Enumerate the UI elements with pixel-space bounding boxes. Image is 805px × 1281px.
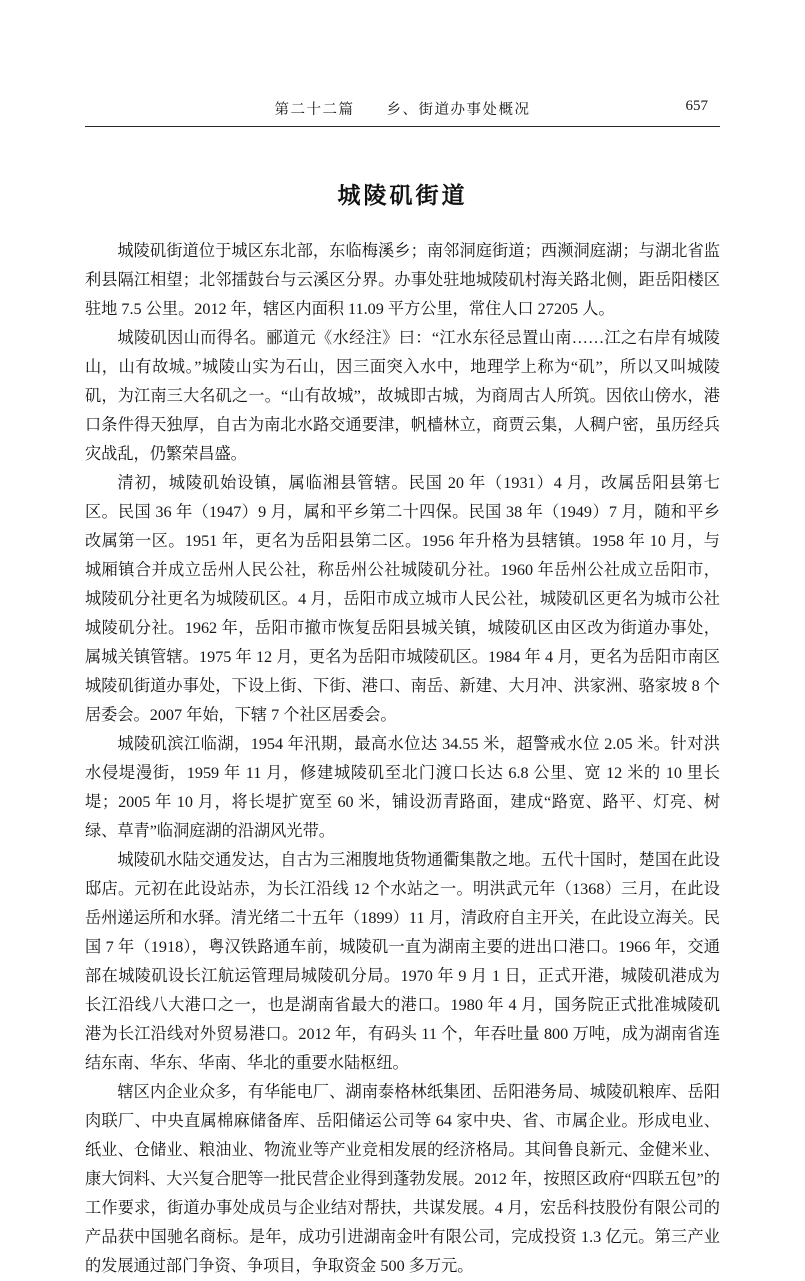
page-number: 657 [685,98,708,114]
paragraph-enterprises-economy: 辖区内企业众多，有华能电厂、湖南泰格林纸集团、岳阳港务局、城陵矶粮库、岳阳肉联厂、中央直属棉麻储备库、岳阳储运公司等 64 家中央、省、市属企业。形成电业、纸业、仓储业、粮油业、物流业等产业竞相发展的经济格局。其间鲁良新元、金健米业、康大饲料、大兴复合肥等一批民营企业得到蓬勃发展。2012 年，按照区政府“四联五包”的工作要求，街道办事处成员与企业结对帮扶，共谋发展。4 月，宏岳科技股份有限公司的产品获中国驰名商标。是年，成功引进湖南金叶有限公司，完成投资 1.3 亿元。第三产业的发展通过部门争资、争项目，争取资金 500 多万元。 [85,1083,720,1275]
paragraph-name-origin: 城陵矶因山而得名。郦道元《水经注》曰：“江水东径忌置山南……江之右岸有城陵山，山有故城。”城陵山实为石山，因三面突入水中，地理学上称为“矶”，所以又叫城陵矶，为江南三大名矶之一。“山有故城”，故城即古城，为商周古人所筑。因依山傍水，港口条件得天独厚，自古为南北水路交通要津，帆樯林立，商贾云集，人稠户密，虽历经兵灾战乱，仍繁荣昌盛。 [85,329,720,463]
article-title: 城陵矶街道 [337,182,468,208]
section-title: 第二十二篇 乡、街道办事处概况 [274,102,531,118]
article-body [85,237,720,1281]
paragraph-transport-port: 城陵矶水陆交通发达，自古为三湘腹地货物通衢集散之地。五代十国时，楚国在此设邸店。元初在此设站赤，为长江沿线 12 个水站之一。明洪武元年（1368）三月，在此设岳州递运所和水驿。清光绪二十五年（1899）11 月，清政府自主开关，在此设立海关。民国 7 年（1918），粤汉铁路通车前，城陵矶一直为湖南主要的进出口港口。1966 年，交通部在城陵矶设长江航运管理局城陵矶分局。1970 年 9 月 1 日，正式开港，城陵矶港成为长江沿线八大港口之一，也是湖南省最大的港口。1980 年 4 月，国务院正式批准城陵矶港为长江沿线对外贸易港口。2012 年，有码头 11 个，年吞吐量 800 万吨，成为湖南省连结东南、华东、华南、华北的重要水陆枢纽。 [85,851,720,1072]
paragraph-flood-embankment: 城陵矶滨江临湖，1954 年汛期，最高水位达 34.55 米，超警戒水位 2.05 米。针对洪水侵堤漫街，1959 年 11 月，修建城陵矶至北门渡口长达 6.8 公里、宽 12 米的 10 里长堤；2005 年 10 月，将长堤扩宽至 60 米，铺设沥青路面，建成“路宽、路平、灯亮、树绿、草青”临洞庭湖的沿湖风光带。 [85,735,720,840]
paragraph-administrative-history: 清初，城陵矶始设镇，属临湘县管辖。民国 20 年（1931）4 月，改属岳阳县第七区。民国 36 年（1947）9 月，属和平乡第二十四保。民国 38 年（1949）7 月，随和平乡改属第一区。1951 年，更名为岳阳县第二区。1956 年升格为县辖镇。1958 年 10 月，与城厢镇合并成立岳州人民公社，称岳州公社城陵矶分社。1960 年岳州公社成立岳阳市，城陵矶分社更名为城陵矶区。4 月，岳阳市成立城市人民公社，城陵矶区更名为城市公社城陵矶分社。1962 年，岳阳市撤市恢复岳阳县城关镇，城陵矶区由区改为街道办事处，属城关镇管辖。1975 年 12 月，更名为岳阳市城陵矶区。1984 年 4 月，更名为岳阳市南区城陵矶街道办事处，下设上街、下街、港口、南岳、新建、大月冲、洪家洲、骆家坡 8 个居委会。2007 年始，下辖 7 个社区居委会。 [85,474,720,724]
page-header [85,98,720,127]
paragraph-overview: 城陵矶街道位于城区东北部，东临梅溪乡；南邻洞庭街道；西濒洞庭湖；与湖北省监利县隔江相望；北邻擂鼓台与云溪区分界。办事处驻地城陵矶村海关路北侧，距岳阳楼区驻地 7.5 公里。2012 年，辖区内面积 11.09 平方公里，常住人口 27205 人。 [85,242,720,318]
